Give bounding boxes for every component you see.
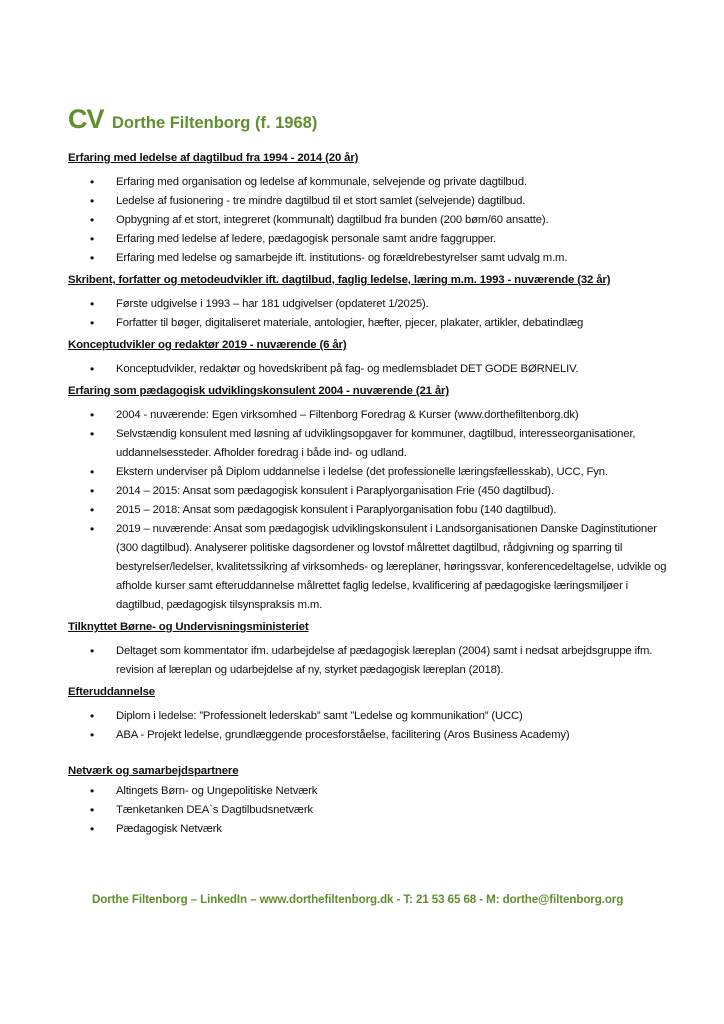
section-heading: Skribent, forfatter og metodeudvikler ift. dagtilbud, faglig ledelse, læring m.m. 1993 - nuværende (32 år) [68,274,611,286]
list-item: • Selvstændig konsulent med løsning af udviklingsopgaver for kommuner, dagtilbud, interesseorganisationer, uddannelsessteder. Afholder foredrag i både ind- og udland. [68,425,668,463]
list-item: • Konceptudvikler, redaktør og hovedskribent på fag- og medlemsbladet DET GODE BØRNELIV. [68,360,668,379]
section-heading: Netværk og samarbejdspartnere [68,765,239,777]
section-consultant [68,383,668,615]
section-leadership [68,150,668,268]
section-heading: Tilknyttet Børne- og Undervisningsministeriet [68,621,309,633]
list-item: • Første udgivelse i 1993 – har 181 udgivelser (opdateret 1/2025). [68,295,668,314]
bullet-list [68,173,668,268]
section-education [68,684,668,745]
section-author [68,272,668,333]
section-ministry [68,619,668,680]
list-item: • 2015 – 2018: Ansat som pædagogisk konsulent i Paraplyorganisation fobu (140 dagtilbud). [68,501,668,520]
list-item: • Erfaring med ledelse og samarbejde ift. institutions- og forældrebestyrelser samt udvalg m.m. [68,249,668,268]
bullet-list [68,642,668,680]
list-item: • Deltaget som kommentator ifm. udarbejdelse af pædagogisk læreplan (2004) samt i nedsat arbejdsgruppe ifm. revision af læreplan og udarbejdelse af ny, styrket pædagogisk læreplan (2018). [68,642,668,680]
cv-content [68,150,668,843]
list-item: • Opbygning af et stort, integreret (kommunalt) dagtilbud fra bunden (200 børn/60 ansatte). [68,211,668,230]
bullet-list [68,782,668,839]
spacer [68,749,668,763]
list-item: • Pædagogisk Netværk [68,820,668,839]
list-item: • Erfaring med organisation og ledelse af kommunale, selvejende og private dagtilbud. [68,173,668,192]
section-heading: Erfaring med ledelse af dagtilbud fra 1994 - 2014 (20 år) [68,152,359,164]
bullet-list [68,295,668,333]
bullet-list [68,360,668,379]
section-heading: Konceptudvikler og redaktør 2019 - nuværende (6 år) [68,339,347,351]
section-heading: Erfaring som pædagogisk udviklingskonsulent 2004 - nuværende (21 år) [68,385,449,397]
list-item: • Ledelse af fusionering - tre mindre dagtilbud til et stort samlet (selvejende) dagtilbud. [68,192,668,211]
person-name: Dorthe Filtenborg (f. 1968) [111,114,318,132]
section-concept [68,337,668,379]
list-item: • Tænketanken DEA`s Dagtilbudsnetværk [68,801,668,820]
bullet-list [68,707,668,745]
list-item: • Erfaring med ledelse af ledere, pædagogisk personale samt andre faggrupper. [68,230,668,249]
list-item: • 2014 – 2015: Ansat som pædagogisk konsulent i Paraplyorganisation Frie (450 dagtilbud). [68,482,668,501]
list-item: • ABA - Projekt ledelse, grundlæggende procesforståelse, facilitering (Aros Business Academy) [68,726,668,745]
page-title [68,104,317,135]
section-heading: Efteruddannelse [68,686,155,698]
cv-label: CV [68,104,104,134]
contact-footer: Dorthe Filtenborg – LinkedIn – www.dorthefiltenborg.dk - T: 21 53 65 68 - M: dorthe@filtenborg.org [92,893,624,906]
list-item: • Altingets Børn- og Ungepolitiske Netværk [68,782,668,801]
list-item: • Diplom i ledelse: ”Professionelt lederskab” samt ”Ledelse og kommunikation” (UCC) [68,707,668,726]
list-item: • Forfatter til bøger, digitaliseret materiale, antologier, hæfter, pjecer, plakater, artikler, debatindlæg [68,314,668,333]
bullet-list [68,406,668,615]
list-item: • 2019 – nuværende: Ansat som pædagogisk udviklingskonsulent i Landsorganisationen Danske Daginstitutioner (300 dagtilbud). Analyserer politiske dagsordener og lovstof målrettet dagtilbud, rådgivning og sparring til bestyrelser/ledelser, kvalitetssikring af virksomheds- og læreplaner, høringssvar, konferencedeltagelse, udvikle og afholde kurser samt efteruddannelse målrettet faglig ledelse, kvalificering af pædagogiske læringsmiljøer i dagtilbud, pædagogisk tilsynspraksis m.m. [68,520,668,615]
list-item: • Ekstern underviser på Diplom uddannelse i ledelse (det professionelle læringsfællesskab), UCC, Fyn. [68,463,668,482]
section-network [68,763,668,839]
list-item: • 2004 - nuværende: Egen virksomhed – Filtenborg Foredrag & Kurser (www.dorthefiltenborg.dk) [68,406,668,425]
